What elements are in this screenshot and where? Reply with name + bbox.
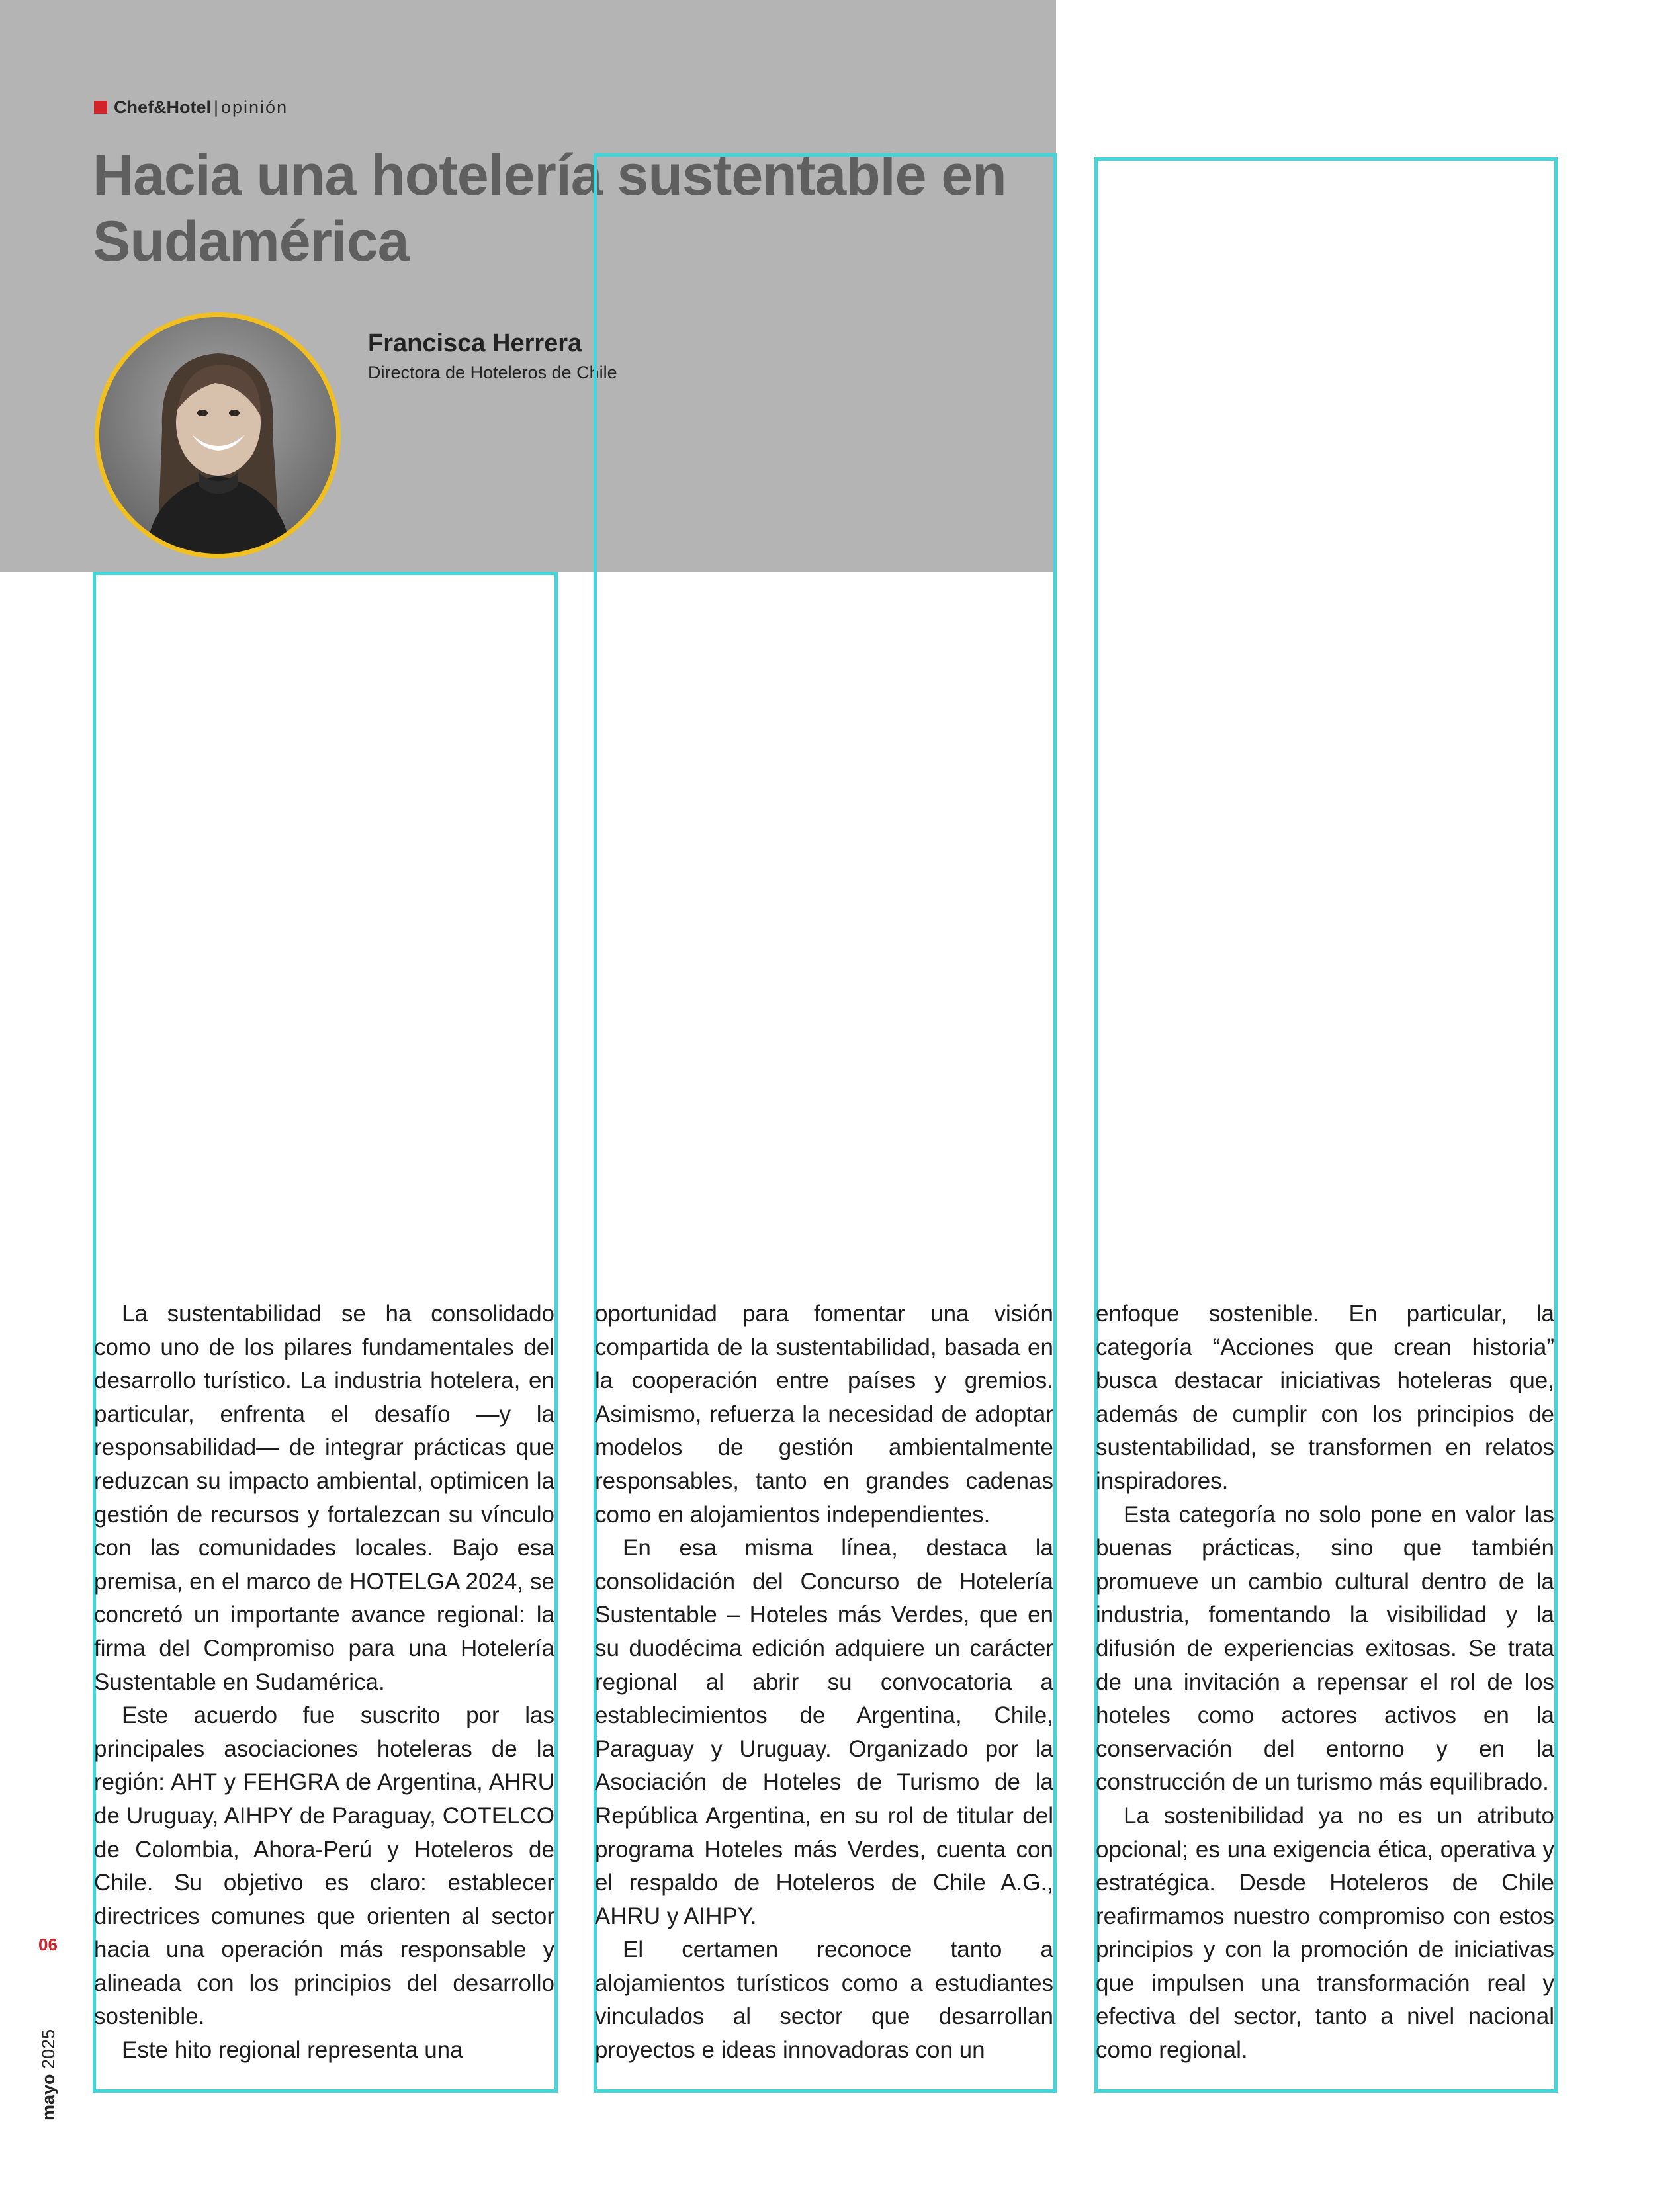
paragraph: Esta categoría no solo pone en valor las buenas prácticas, sino que también promueve un cambio cultural dentro de la industria, fomentando la visibilidad y la difusión de experiencias exitosas. Se trata de una invitación a repensar el rol de los hoteles como actores activos en la conservación del entorno y en la construcción de un turismo más equilibrado. [1096,1501,1554,1796]
paragraph: Este acuerdo fue suscrito por las principales asociaciones hoteleras de la región: AHT y FEHGRA de Argentina, AHRU de Uruguay, AIHPY de Paraguay, COTELCO de Colombia, Ahora-Perú y Hoteleros de Chile. Su objetivo es claro: establecer directrices comunes que orienten al sector hacia una operación más responsable y alineada con los principios del desarrollo sostenible. [94,1702,554,2030]
paragraph: oportunidad para fomentar una visión compartida de la sustentabilidad, basada en la cooperación entre países y gremios. Asimismo, refuerza la necesidad de adoptar modelos de gestión ambientalmente responsables, tanto en grandes cadenas como en alojamientos independientes. [595,1301,1053,1528]
section-tag [94,95,288,119]
issue-date [38,2029,59,2121]
article-title: Hacia una hotelería sustentable en Sudamérica [93,144,1006,273]
article-column-3 [1096,1297,1554,2068]
red-square-icon [94,101,107,114]
article-column-1 [94,1297,554,2068]
paragraph: La sostenibilidad ya no es un atributo opcional; es una exigencia ética, operativa y estratégica. Desde Hoteleros de Chile reafirmamos nuestro compromiso con estos principios y con la promoción de iniciativas que impulsen una transformación real y efectiva del sector, tanto a nivel nacional como regional. [1096,1802,1554,2064]
portrait-illustration [99,317,336,554]
paragraph: El certamen reconoce tanto a alojamientos turísticos como a estudiantes vinculados al sector que desarrollan proyectos e ideas innovadoras con un [595,1937,1053,2064]
author-portrait-icon [95,312,341,558]
paragraph: enfoque sostenible. En particular, la categoría “Acciones que crean historia” busca destacar iniciativas hoteleras que, además de cumplir con los principios de sustentabilidad, se transformen en relatos inspiradores. [1096,1301,1554,1494]
category-label: opinión [221,97,288,117]
paragraph: La sustentabilidad se ha consolidado como uno de los pilares fundamentales del desarrollo turístico. La industria hotelera, en particular, enfrenta el desafío —y la responsabilidad— de integrar prácticas que reduzcan su impacto ambiental, optimicen la gestión de recursos y fortalezcan su vínculo con las comunidades locales. Bajo esa premisa, en el marco de HOTELGA 2024, se concretó un importante avance regional: la firma del Compromiso para una Hotelería Sustentable en Sudamérica. [94,1301,554,1695]
paragraph: Este hito regional representa una [122,2037,463,2064]
author-role: Directora de Hoteleros de Chile [368,363,617,382]
issue-month: mayo [38,2074,58,2121]
page-number: 06 [38,1935,58,1954]
author-name: Francisca Herrera [368,329,582,357]
issue-year: 2025 [38,2029,58,2069]
separator: | [214,97,219,117]
brand-label: Chef&Hotel [114,97,211,117]
paragraph: En esa misma línea, destaca la consolidación del Concurso de Hotelería Sustentable – Hoteles más Verdes, que en su duodécima edición adquiere un carácter regional al abrir su convocatoria a establecimientos de Argentina, Chile, Paraguay y Uruguay. Organizado por la Asociación de Hoteles de Turismo de la República Argentina, en su rol de titular del programa Hoteles más Verdes, cuenta con el respaldo de Hoteleros de Chile A.G., AHRU y AIHPY. [595,1535,1053,1929]
article-column-2 [595,1297,1053,2068]
